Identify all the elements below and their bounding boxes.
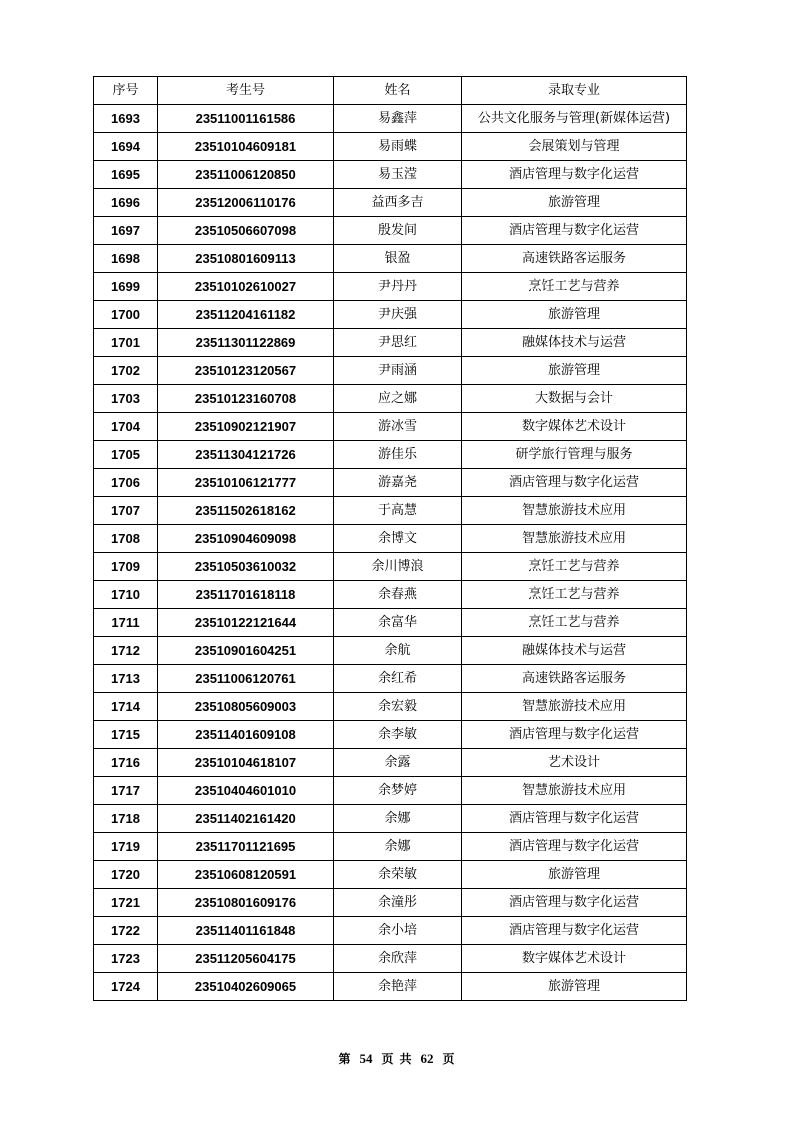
cell-exam-no: 23510104618107 xyxy=(158,749,334,777)
cell-seq: 1721 xyxy=(94,889,158,917)
cell-seq: 1694 xyxy=(94,133,158,161)
table-row xyxy=(94,637,687,665)
cell-major: 数字媒体艺术设计 xyxy=(462,413,687,441)
cell-exam-no: 23511401161848 xyxy=(158,917,334,945)
cell-exam-no: 23510123160708 xyxy=(158,385,334,413)
footer-total-word: 共 xyxy=(399,1052,412,1066)
cell-seq: 1716 xyxy=(94,749,158,777)
table-row xyxy=(94,609,687,637)
cell-major: 会展策划与管理 xyxy=(462,133,687,161)
cell-major: 融媒体技术与运营 xyxy=(462,329,687,357)
cell-major: 研学旅行管理与服务 xyxy=(462,441,687,469)
cell-name: 余梦婷 xyxy=(334,777,462,805)
cell-exam-no: 23511701121695 xyxy=(158,833,334,861)
footer-suffix: 页 xyxy=(442,1052,455,1066)
header-name: 姓名 xyxy=(334,77,462,105)
cell-name: 游佳乐 xyxy=(334,441,462,469)
cell-exam-no: 23511402161420 xyxy=(158,805,334,833)
cell-name: 余红希 xyxy=(334,665,462,693)
table-row xyxy=(94,721,687,749)
cell-exam-no: 23511401609108 xyxy=(158,721,334,749)
cell-exam-no: 23510503610032 xyxy=(158,553,334,581)
cell-seq: 1696 xyxy=(94,189,158,217)
cell-name: 游冰雪 xyxy=(334,413,462,441)
table-header-row xyxy=(94,77,687,105)
table-row xyxy=(94,889,687,917)
cell-seq: 1709 xyxy=(94,553,158,581)
cell-seq: 1698 xyxy=(94,245,158,273)
cell-seq: 1722 xyxy=(94,917,158,945)
cell-seq: 1693 xyxy=(94,105,158,133)
cell-major: 融媒体技术与运营 xyxy=(462,637,687,665)
cell-major: 酒店管理与数字化运营 xyxy=(462,917,687,945)
cell-name: 余艳萍 xyxy=(334,973,462,1001)
table-row xyxy=(94,833,687,861)
table-row xyxy=(94,105,687,133)
cell-name: 余小培 xyxy=(334,917,462,945)
cell-seq: 1705 xyxy=(94,441,158,469)
page-footer xyxy=(0,1050,793,1067)
cell-seq: 1707 xyxy=(94,497,158,525)
cell-seq: 1715 xyxy=(94,721,158,749)
table-row xyxy=(94,665,687,693)
cell-major: 旅游管理 xyxy=(462,973,687,1001)
cell-major: 烹饪工艺与营养 xyxy=(462,273,687,301)
cell-major: 酒店管理与数字化运营 xyxy=(462,889,687,917)
table-row xyxy=(94,133,687,161)
table-row xyxy=(94,553,687,581)
cell-seq: 1711 xyxy=(94,609,158,637)
cell-major: 旅游管理 xyxy=(462,861,687,889)
cell-name: 余富华 xyxy=(334,609,462,637)
table-row xyxy=(94,525,687,553)
cell-seq: 1703 xyxy=(94,385,158,413)
footer-total-pages: 62 xyxy=(420,1051,434,1066)
cell-exam-no: 23510902121907 xyxy=(158,413,334,441)
cell-seq: 1701 xyxy=(94,329,158,357)
cell-name: 余春燕 xyxy=(334,581,462,609)
table-row xyxy=(94,329,687,357)
cell-seq: 1697 xyxy=(94,217,158,245)
cell-major: 酒店管理与数字化运营 xyxy=(462,721,687,749)
table-row xyxy=(94,973,687,1001)
cell-name: 游嘉尧 xyxy=(334,469,462,497)
table-row xyxy=(94,581,687,609)
cell-exam-no: 23510805609003 xyxy=(158,693,334,721)
cell-name: 余娜 xyxy=(334,805,462,833)
table-row xyxy=(94,245,687,273)
cell-exam-no: 23511204161182 xyxy=(158,301,334,329)
table-row xyxy=(94,189,687,217)
cell-seq: 1710 xyxy=(94,581,158,609)
cell-seq: 1695 xyxy=(94,161,158,189)
footer-prefix: 第 xyxy=(338,1052,351,1066)
cell-exam-no: 23510904609098 xyxy=(158,525,334,553)
cell-seq: 1719 xyxy=(94,833,158,861)
cell-exam-no: 23510506607098 xyxy=(158,217,334,245)
cell-name: 尹丹丹 xyxy=(334,273,462,301)
cell-seq: 1713 xyxy=(94,665,158,693)
cell-name: 余宏毅 xyxy=(334,693,462,721)
cell-seq: 1712 xyxy=(94,637,158,665)
cell-major: 烹饪工艺与营养 xyxy=(462,581,687,609)
table-row xyxy=(94,861,687,889)
cell-exam-no: 23510402609065 xyxy=(158,973,334,1001)
table-row xyxy=(94,749,687,777)
cell-name: 尹思红 xyxy=(334,329,462,357)
admission-table xyxy=(93,76,687,1001)
table-body xyxy=(94,105,687,1001)
cell-seq: 1714 xyxy=(94,693,158,721)
cell-seq: 1708 xyxy=(94,525,158,553)
cell-name: 余露 xyxy=(334,749,462,777)
footer-page-word: 页 xyxy=(381,1052,394,1066)
cell-major: 旅游管理 xyxy=(462,189,687,217)
cell-exam-no: 23510102610027 xyxy=(158,273,334,301)
cell-major: 大数据与会计 xyxy=(462,385,687,413)
cell-name: 余博文 xyxy=(334,525,462,553)
cell-name: 于高慧 xyxy=(334,497,462,525)
cell-seq: 1704 xyxy=(94,413,158,441)
cell-name: 易玉滢 xyxy=(334,161,462,189)
cell-exam-no: 23510901604251 xyxy=(158,637,334,665)
cell-exam-no: 23511205604175 xyxy=(158,945,334,973)
cell-name: 尹雨涵 xyxy=(334,357,462,385)
cell-exam-no: 23511006120850 xyxy=(158,161,334,189)
cell-exam-no: 23510404601010 xyxy=(158,777,334,805)
cell-exam-no: 23511006120761 xyxy=(158,665,334,693)
cell-name: 余潼彤 xyxy=(334,889,462,917)
cell-seq: 1702 xyxy=(94,357,158,385)
cell-seq: 1706 xyxy=(94,469,158,497)
cell-major: 酒店管理与数字化运营 xyxy=(462,469,687,497)
cell-exam-no: 23510104609181 xyxy=(158,133,334,161)
table-row xyxy=(94,217,687,245)
cell-name: 益西多吉 xyxy=(334,189,462,217)
cell-major: 高速铁路客运服务 xyxy=(462,665,687,693)
cell-major: 高速铁路客运服务 xyxy=(462,245,687,273)
cell-seq: 1720 xyxy=(94,861,158,889)
table-row xyxy=(94,945,687,973)
cell-name: 余李敏 xyxy=(334,721,462,749)
cell-major: 数字媒体艺术设计 xyxy=(462,945,687,973)
table-row xyxy=(94,441,687,469)
cell-major: 智慧旅游技术应用 xyxy=(462,693,687,721)
cell-exam-no: 23510801609176 xyxy=(158,889,334,917)
cell-seq: 1717 xyxy=(94,777,158,805)
cell-exam-no: 23511001161586 xyxy=(158,105,334,133)
table-row xyxy=(94,805,687,833)
cell-exam-no: 23511701618118 xyxy=(158,581,334,609)
table-row xyxy=(94,693,687,721)
cell-exam-no: 23511304121726 xyxy=(158,441,334,469)
table-row xyxy=(94,357,687,385)
table-row xyxy=(94,161,687,189)
table-row xyxy=(94,469,687,497)
table-row xyxy=(94,777,687,805)
cell-name: 应之娜 xyxy=(334,385,462,413)
cell-major: 酒店管理与数字化运营 xyxy=(462,833,687,861)
cell-major: 旅游管理 xyxy=(462,301,687,329)
cell-major: 酒店管理与数字化运营 xyxy=(462,217,687,245)
cell-seq: 1718 xyxy=(94,805,158,833)
footer-current-page: 54 xyxy=(359,1051,373,1066)
cell-major: 旅游管理 xyxy=(462,357,687,385)
cell-exam-no: 23510123120567 xyxy=(158,357,334,385)
cell-seq: 1699 xyxy=(94,273,158,301)
admission-list xyxy=(93,76,686,1001)
cell-name: 余娜 xyxy=(334,833,462,861)
cell-name: 尹庆强 xyxy=(334,301,462,329)
cell-seq: 1724 xyxy=(94,973,158,1001)
cell-exam-no: 23510801609113 xyxy=(158,245,334,273)
table-row xyxy=(94,497,687,525)
table-row xyxy=(94,413,687,441)
cell-exam-no: 23510106121777 xyxy=(158,469,334,497)
table-row xyxy=(94,301,687,329)
table-row xyxy=(94,273,687,301)
cell-major: 酒店管理与数字化运营 xyxy=(462,805,687,833)
cell-major: 烹饪工艺与营养 xyxy=(462,609,687,637)
cell-name: 殷发间 xyxy=(334,217,462,245)
cell-major: 公共文化服务与管理(新媒体运营) xyxy=(462,105,687,133)
header-seq: 序号 xyxy=(94,77,158,105)
cell-name: 余川博浪 xyxy=(334,553,462,581)
cell-seq: 1700 xyxy=(94,301,158,329)
cell-major: 烹饪工艺与营养 xyxy=(462,553,687,581)
table-row xyxy=(94,917,687,945)
cell-name: 余欣萍 xyxy=(334,945,462,973)
header-exam-no: 考生号 xyxy=(158,77,334,105)
cell-exam-no: 23510122121644 xyxy=(158,609,334,637)
cell-exam-no: 23510608120591 xyxy=(158,861,334,889)
cell-name: 余荣敏 xyxy=(334,861,462,889)
cell-major: 智慧旅游技术应用 xyxy=(462,525,687,553)
cell-name: 易鑫萍 xyxy=(334,105,462,133)
cell-major: 智慧旅游技术应用 xyxy=(462,777,687,805)
cell-major: 艺术设计 xyxy=(462,749,687,777)
cell-name: 易雨蝶 xyxy=(334,133,462,161)
cell-exam-no: 23512006110176 xyxy=(158,189,334,217)
cell-major: 酒店管理与数字化运营 xyxy=(462,161,687,189)
cell-name: 余航 xyxy=(334,637,462,665)
cell-exam-no: 23511301122869 xyxy=(158,329,334,357)
table-row xyxy=(94,385,687,413)
cell-name: 银盈 xyxy=(334,245,462,273)
cell-seq: 1723 xyxy=(94,945,158,973)
cell-exam-no: 23511502618162 xyxy=(158,497,334,525)
header-major: 录取专业 xyxy=(462,77,687,105)
cell-major: 智慧旅游技术应用 xyxy=(462,497,687,525)
